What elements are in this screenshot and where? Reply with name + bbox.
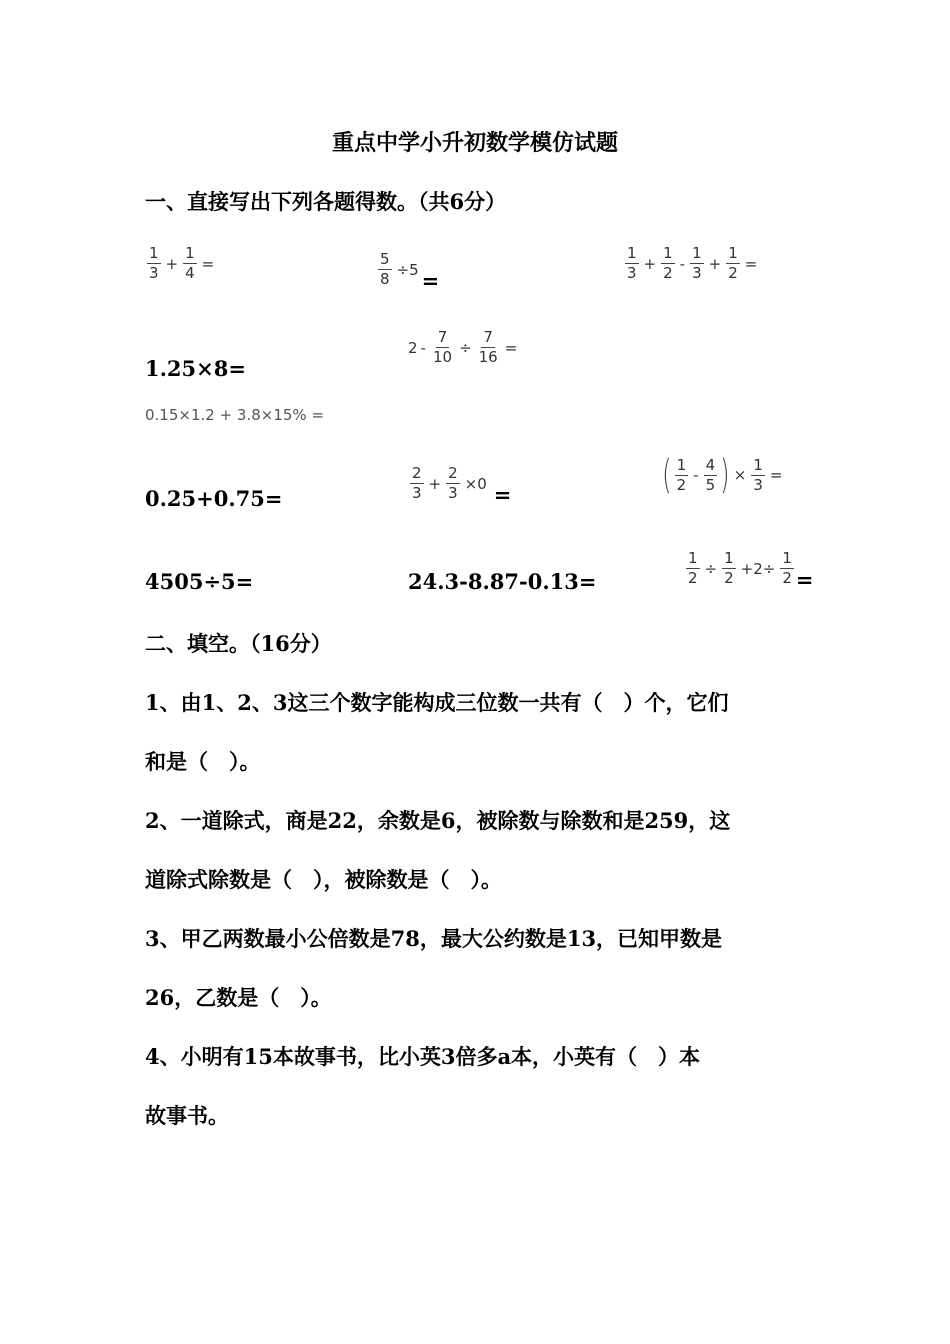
- formula-8: $\frac{1}{2}$ ÷ $\frac{1}{2}$ +2÷ $\frac{1}{2}$ =: [688, 549, 814, 592]
- formula-3: $\frac{1}{3}$ + $\frac{1}{2}$ - $\frac{1}{3}$ + $\frac{1}{2}$ =: [627, 244, 758, 282]
- fraction: $\frac{2}{3}$: [448, 464, 458, 502]
- question-line: 故事书。: [145, 1103, 229, 1128]
- formula-6: $\frac{2}{3}$ + $\frac{2}{3}$ ×0 =: [412, 464, 512, 507]
- calc-3: 4505÷5=: [145, 569, 254, 594]
- fraction: $\frac{7}{10}$: [432, 328, 453, 366]
- question-line: 2、一道除式，商是22，余数是6，被除数与除数和是259，这: [145, 808, 731, 833]
- fraction: $\frac{1}{2}$: [663, 244, 673, 282]
- fraction: $\frac{1}{2}$: [782, 549, 792, 587]
- question-line: 和是（ ）。: [145, 749, 261, 774]
- page-title: 重点中学小升初数学模仿试题: [331, 130, 618, 156]
- section-1-heading: 一、直接写出下列各题得数。（共6分）: [145, 189, 507, 214]
- question-line: 26，乙数是（ ）。: [145, 985, 332, 1010]
- fraction: $\frac{1}{3}$: [753, 455, 763, 494]
- fraction: $\frac{5}{8}$: [380, 250, 390, 288]
- fraction: $\frac{1}{4}$: [185, 244, 195, 282]
- section-2-heading: 二、填空。（16分）: [145, 631, 332, 656]
- question-line: 道除式除数是（ ），被除数是（ ）。: [145, 867, 502, 892]
- fraction: $\frac{1}{3}$: [627, 244, 637, 282]
- fraction: $\frac{4}{5}$: [705, 455, 716, 494]
- formula-2: $\frac{5}{8}$ ÷5 =: [380, 250, 440, 293]
- calc-1: 1.25×8=: [145, 356, 246, 381]
- fraction: $\frac{1}{3}$: [692, 244, 702, 282]
- fraction: $\frac{1}{2}$: [724, 549, 734, 587]
- question-line: 1、由1、2、3这三个数字能构成三位数一共有（ ）个，它们: [145, 690, 729, 715]
- formula-7: ( $\frac{1}{2}$ - $\frac{4}{5}$ ) × $\frac{1}{3}$ =: [662, 452, 783, 498]
- fraction: $\frac{1}{2}$: [688, 549, 698, 587]
- calc-2: 0.25+0.75=: [145, 486, 283, 511]
- fraction: $\frac{2}{3}$: [412, 464, 422, 502]
- fraction: $\frac{1}{3}$: [149, 244, 159, 282]
- fraction: $\frac{7}{16}$: [478, 328, 498, 366]
- formula-5: 0.15×1.2 + 3.8×15% =: [145, 406, 325, 424]
- formula-4: 2 - $\frac{7}{10}$ ÷ $\frac{7}{16}$ =: [408, 328, 518, 366]
- formula-1: $\frac{1}{3}$ + $\frac{1}{4}$ =: [149, 244, 215, 282]
- calc-4: 24.3-8.87-0.13=: [408, 569, 597, 594]
- fraction: $\frac{1}{2}$: [676, 455, 687, 494]
- question-line: 3、甲乙两数最小公倍数是78，最大公约数是13，已知甲数是: [145, 926, 723, 951]
- question-line: 4、小明有15本故事书，比小英3倍多a本，小英有（ ）本: [145, 1044, 701, 1069]
- fraction: $\frac{1}{2}$: [728, 244, 738, 282]
